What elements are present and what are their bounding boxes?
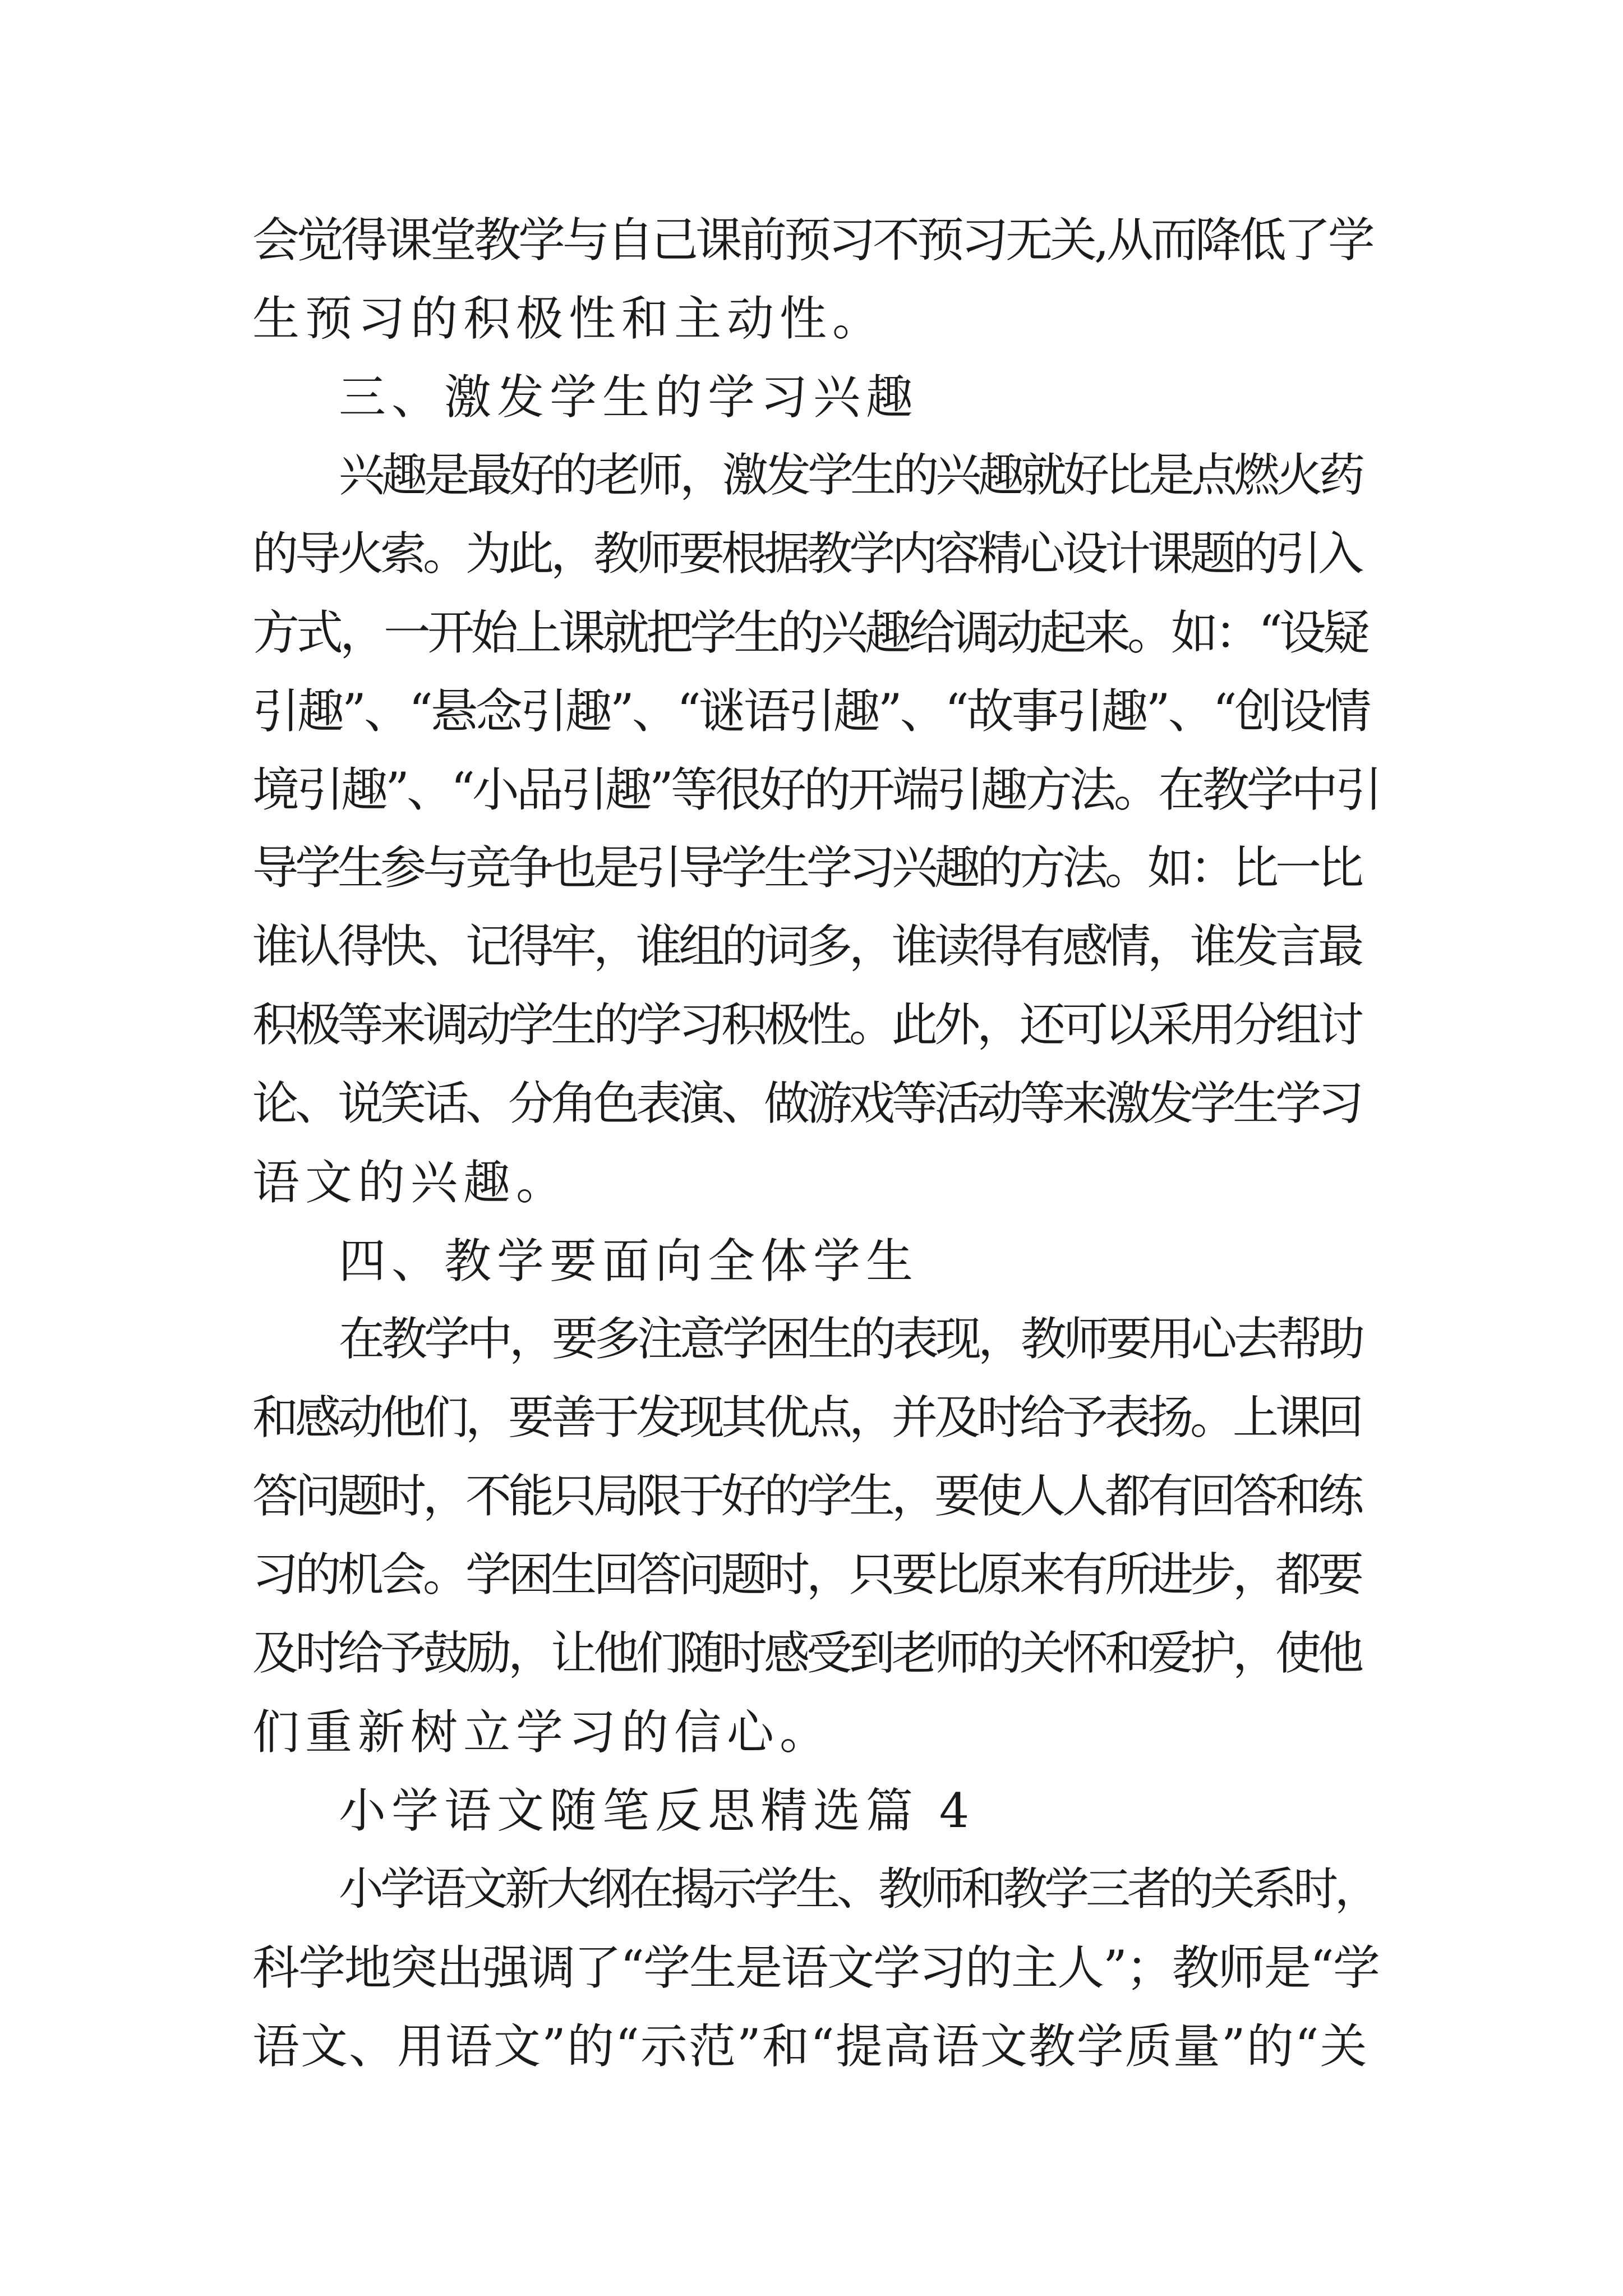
text-line: 习的机会。学困生回答问题时，只要比原来有所进步，都要	[252, 1548, 1361, 1602]
text-line: 及时给予鼓励，让他们随时感受到老师的关怀和爱护，使他	[252, 1627, 1361, 1680]
text-line: 答问题时，不能只局限于好的学生，要使人人都有回答和练	[252, 1470, 1361, 1523]
text-line: 兴趣是最好的老师，激发学生的兴趣就好比是点燃火药	[339, 449, 1362, 502]
text-line: 在教学中，要多注意学困生的表现，教师要用心去帮助	[339, 1313, 1362, 1366]
text-line: 们重新树立学习的信心。	[252, 1705, 833, 1760]
text-line: 积极等来调动学生的学习积极性。此外，还可以采用分组讨	[252, 999, 1361, 1052]
text-line: 境引趣”、“小品引趣”等很好的开端引趣方法。在教学中引	[252, 762, 1380, 817]
text-line: 和感动他们，要善于发现其优点，并及时给予表扬。上课回	[252, 1391, 1361, 1444]
article-title: 小学语文随笔反思精选篇 4	[339, 1783, 975, 1838]
section-heading: 四、教学要面向全体学生	[339, 1234, 919, 1289]
text-line: 生预习的积极性和主动性。	[252, 291, 886, 346]
text-line: 导学生参与竞争也是引导学生学习兴趣的方法。如：比一比	[252, 841, 1361, 895]
text-line: 引趣”、“悬念引趣”、“谜语引趣”、“故事引趣”、“创设情	[252, 684, 1370, 739]
section-heading: 三、激发学生的学习兴趣	[339, 370, 919, 425]
text-line: 的导火索。为此，教师要根据教学内容精心设计课题的引入	[252, 527, 1361, 581]
text-line: 论、说笑话、分角色表演、做游戏等活动等来激发学生学习	[252, 1077, 1361, 1130]
text-line: 方式，一开始上课就把学生的兴趣给调动起来。如：“设疑	[252, 605, 1367, 660]
text-line: 谁认得快、记得牢，谁组的词多，谁读得有感情，谁发言最	[252, 920, 1361, 973]
text-line: 语文、用语文”的“示范”和“提高语文教学质量”的“关	[252, 2019, 1368, 2074]
text-line: 会觉得课堂教学与自己课前预习不预习无关,从而降低了学	[252, 213, 1372, 268]
text-line: 语文的兴趣。	[252, 1155, 569, 1210]
text-line: 科学地突出强调了“学生是语文学习的主人”；教师是“学	[252, 1940, 1379, 1995]
text-line: 小学语文新大纲在揭示学生、教师和教学三者的关系时，	[339, 1863, 1376, 1915]
